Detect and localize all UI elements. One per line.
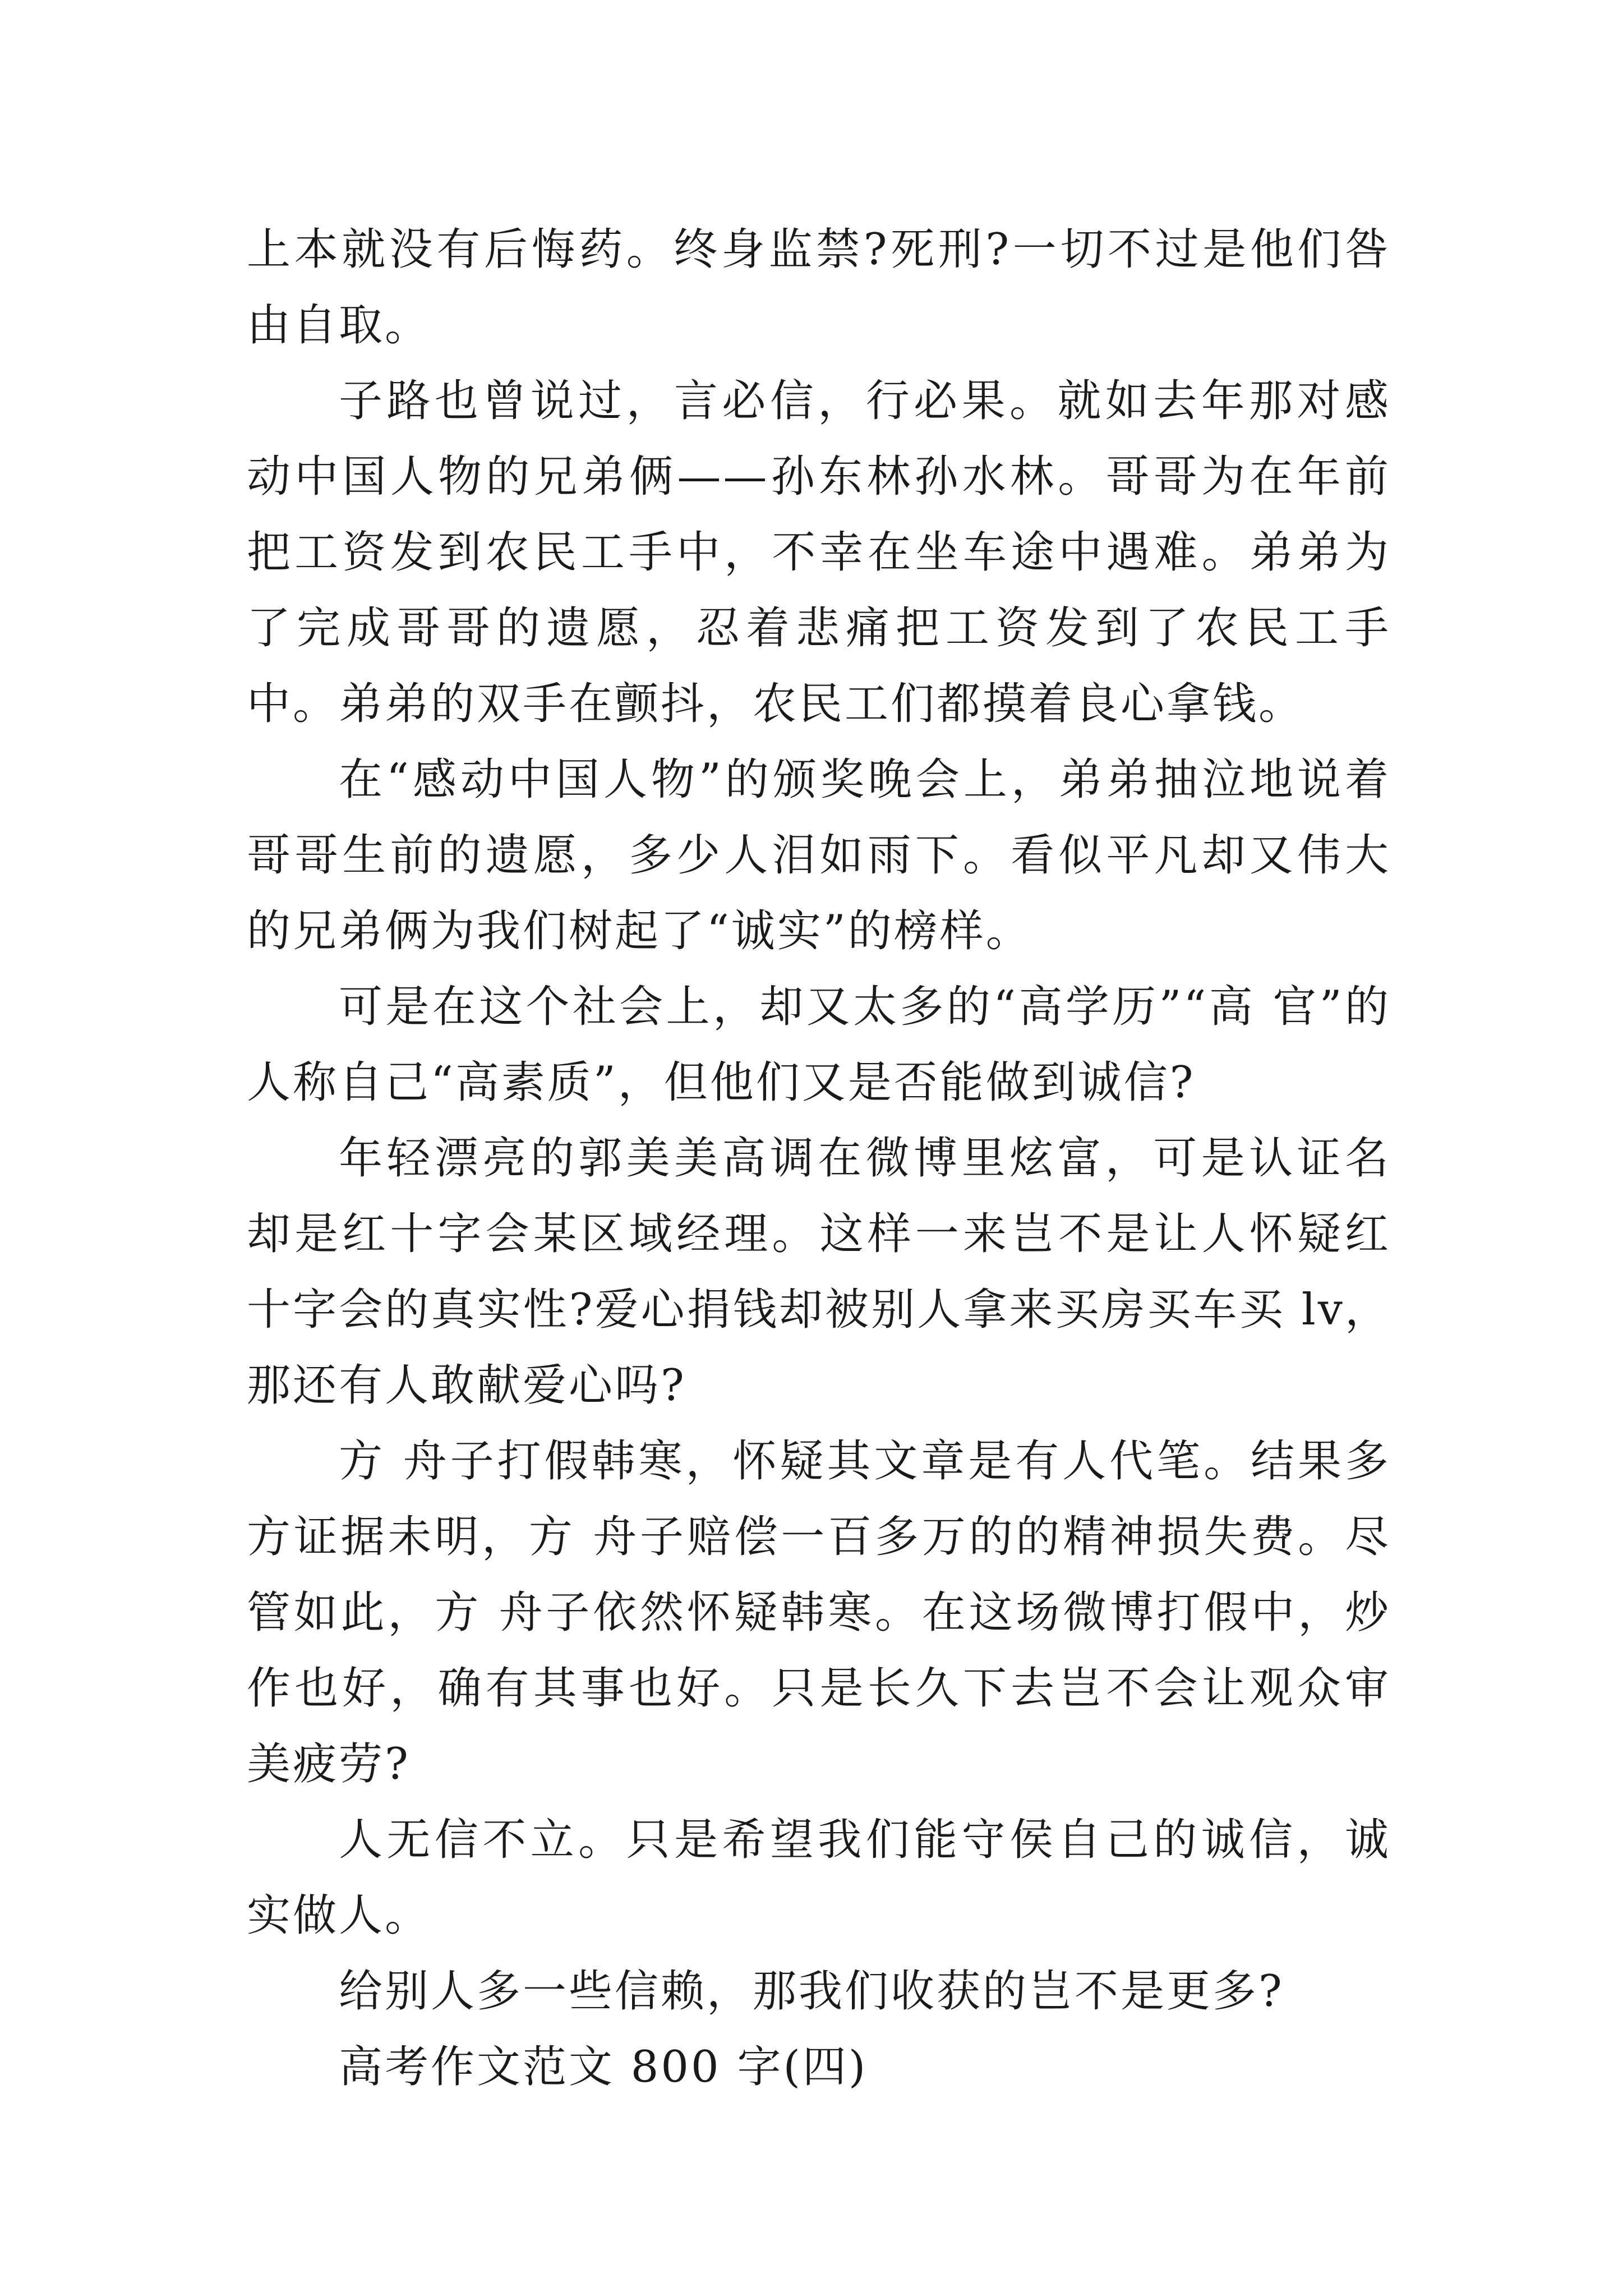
paragraph: 方 舟子打假韩寒，怀疑其文章是有人代笔。结果多方证据未明，方 舟子赔偿一百多万的的精神损失费。尽管如此，方 舟子依然怀疑韩寒。在这场微博打假中，炒作也好，确有其事也好。只是长久下去岂不会让观众审美疲劳? — [247, 1436, 1391, 1789]
paragraph: 在“感动中国人物”的颁奖晚会上，弟弟抽泣地说着哥哥生前的遗愿，多少人泪如雨下。看似平凡却又伟大的兄弟俩为我们树起了“诚实”的榜样。 — [247, 754, 1391, 956]
paragraph: 人无信不立。只是希望我们能守侯自己的诚信，诚实做人。 — [247, 1815, 1391, 1941]
paragraph-continuation: 上本就没有后悔药。终身监禁?死刑?一切不过是他们咎由自取。 — [247, 224, 1391, 351]
paragraph: 子路也曾说过，言必信，行必果。就如去年那对感动中国人物的兄弟俩——孙东林孙水林。哥哥为在年前把工资发到农民工手中，不幸在坐车途中遇难。弟弟为了完成哥哥的遗愿，忍着悲痛把工资发到了农民工手中。弟弟的双手在颤抖，农民工们都摸着良心拿钱。 — [247, 376, 1391, 729]
paragraph: 年轻漂亮的郭美美高调在微博里炫富，可是认证名却是红十字会某区域经理。这样一来岂不是让人怀疑红十字会的真实性?爱心捐钱却被别人拿来买房买车买 lv，那还有人敢献爱心吗? — [247, 1133, 1391, 1411]
paragraph: 给别人多一些信赖，那我们收获的岂不是更多? — [339, 1966, 1284, 2017]
essay-body — [247, 212, 1391, 2105]
paragraph: 可是在这个社会上，却又太多的“高学历”“高 官”的人称自己“高素质”，但他们又是否能做到诚信? — [247, 982, 1391, 1108]
section-heading: 高考作文范文 800 字(四) — [339, 2042, 868, 2092]
